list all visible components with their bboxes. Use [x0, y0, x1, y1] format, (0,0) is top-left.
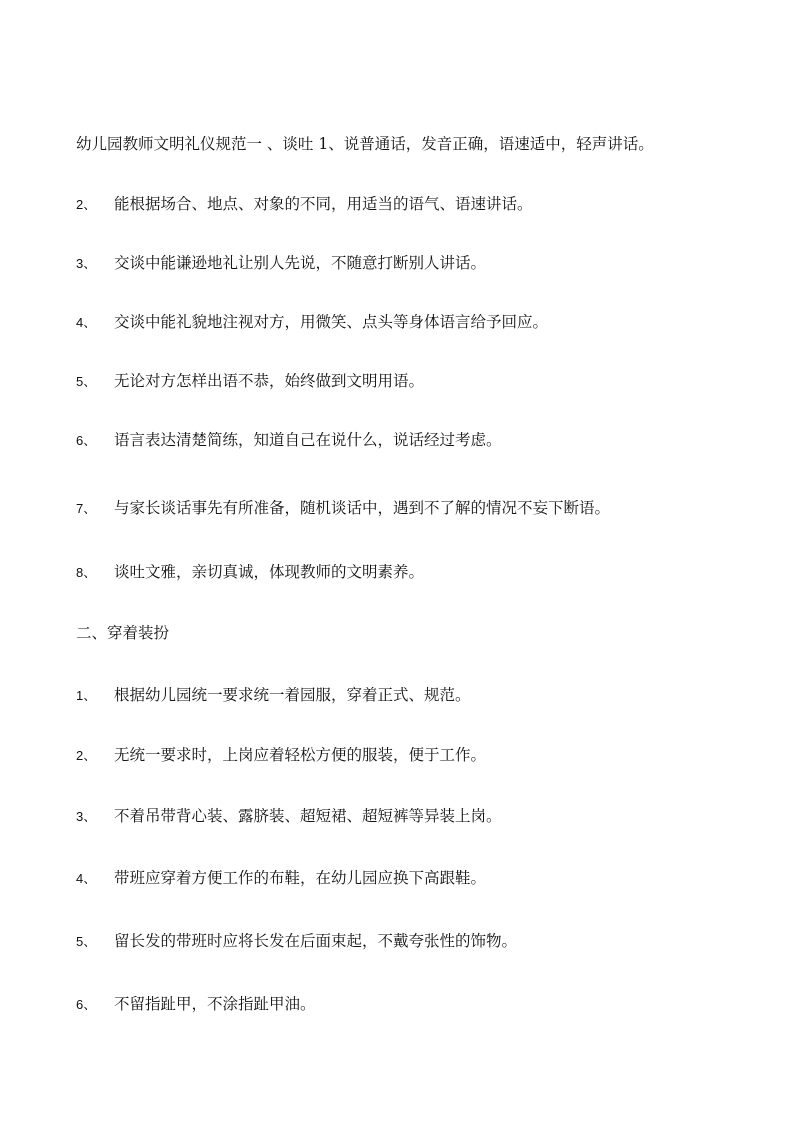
- item-number: 6、: [76, 997, 97, 1012]
- item-text: 留长发的带班时应将长发在后面束起，不戴夸张性的饰物。: [114, 932, 518, 950]
- item-text: 语言表达清楚简练，知道自己在说什么，说话经过考虑。: [114, 431, 502, 449]
- list-item: [76, 868, 760, 889]
- item-text: 与家长谈话事先有所准备，随机谈话中，遇到不了解的情况不妄下断语。: [114, 499, 611, 517]
- list-item: [76, 994, 760, 1015]
- item-number: 2、: [76, 197, 97, 212]
- item-number: 7、: [76, 501, 97, 516]
- item-text: 不着吊带背心装、露脐装、超短裙、超短裤等异装上岗。: [114, 807, 502, 825]
- item-number: 8、: [76, 565, 97, 580]
- item-number: 3、: [76, 256, 97, 271]
- item-text: 带班应穿着方便工作的布鞋，在幼儿园应换下高跟鞋。: [114, 869, 487, 887]
- item-number: 5、: [76, 374, 97, 389]
- item-number: 3、: [76, 809, 97, 824]
- item-text: 无统一要求时，上岗应着轻松方便的服装，便于工作。: [114, 746, 487, 764]
- item-number: 4、: [76, 871, 97, 886]
- item-text: 无论对方怎样出语不恭，始终做到文明用语。: [114, 372, 425, 390]
- list-item: [76, 194, 760, 215]
- item-text: 能根据场合、地点、对象的不同，用适当的语气、语速讲话。: [114, 195, 533, 213]
- list-item: [76, 430, 760, 451]
- intro-text: 幼儿园教师文明礼仪规范一 、谈吐 1、说普通话，发音正确，语速适中，轻声讲话。: [76, 135, 654, 153]
- intro-line: [76, 134, 760, 154]
- list-item: [76, 498, 760, 519]
- list-item: [76, 253, 760, 274]
- item-text: 交谈中能礼貌地注视对方，用微笑、点头等身体语言给予回应。: [114, 313, 549, 331]
- item-number: 5、: [76, 934, 97, 949]
- item-number: 2、: [76, 748, 97, 763]
- item-text: 不留指趾甲，不涂指趾甲油。: [114, 995, 316, 1013]
- list-item: [76, 806, 760, 827]
- section-heading: [76, 623, 760, 643]
- item-number: 1、: [76, 688, 97, 703]
- item-text: 根据幼儿园统一要求统一着园服，穿着正式、规范。: [114, 686, 471, 704]
- list-item: [76, 371, 760, 392]
- list-item: [76, 685, 760, 706]
- list-item: [76, 562, 760, 583]
- item-number: 4、: [76, 315, 97, 330]
- list-item: [76, 745, 760, 766]
- item-text: 谈吐文雅，亲切真诚，体现教师的文明素养。: [114, 563, 425, 581]
- section-heading-text: 二、穿着装扮: [76, 624, 170, 642]
- item-number: 6、: [76, 433, 97, 448]
- list-item: [76, 312, 760, 333]
- list-item: [76, 931, 760, 952]
- item-text: 交谈中能谦逊地礼让别人先说，不随意打断别人讲话。: [114, 254, 487, 272]
